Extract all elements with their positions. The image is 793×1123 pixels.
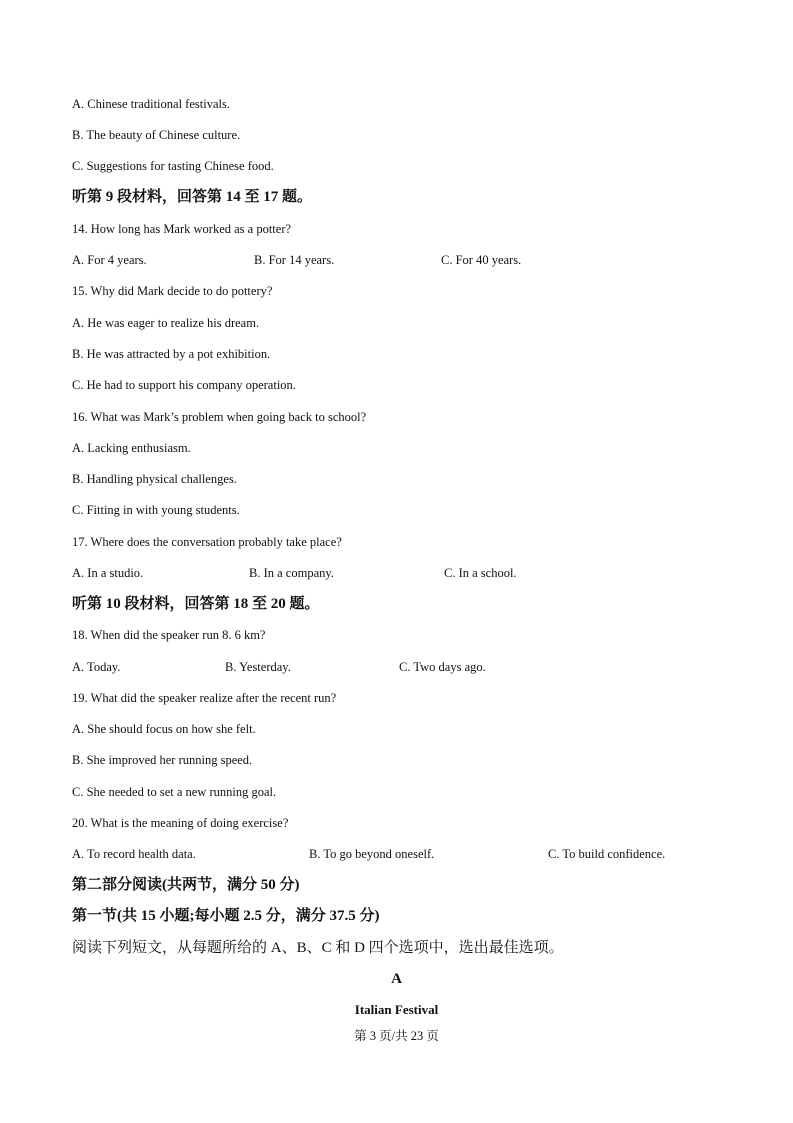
question-17: 17. Where does the conversation probably take place?	[72, 535, 342, 549]
question-14: 14. How long has Mark worked as a potter?	[72, 222, 292, 236]
option-line: A. Chinese traditional festivals.	[72, 97, 230, 111]
q15-option-c: C. He had to support his company operation.	[72, 378, 296, 392]
passage-letter: A	[391, 971, 402, 987]
q17-option-c: C. In a school.	[444, 566, 517, 580]
q20-option-b: B. To go beyond oneself.	[309, 847, 435, 861]
page-number-footer: 第 3 页/共 23 页	[354, 1029, 439, 1043]
question-20: 20. What is the meaning of doing exercise?	[72, 816, 289, 830]
question-18: 18. When did the speaker run 8. 6 km?	[72, 628, 266, 642]
section-9-heading: 听第 9 段材料，回答第 14 至 17 题。	[72, 189, 313, 205]
option-line: C. Suggestions for tasting Chinese food.	[72, 159, 274, 173]
q16-option-c: C. Fitting in with young students.	[72, 503, 240, 517]
subsection-1-heading: 第一节(共 15 小题;每小题 2.5 分，满分 37.5 分)	[72, 908, 380, 924]
q20-option-a: A. To record health data.	[72, 847, 196, 861]
q16-option-b: B. Handling physical challenges.	[72, 472, 237, 486]
q14-option-a: A. For 4 years.	[72, 253, 147, 267]
q15-option-b: B. He was attracted by a pot exhibition.	[72, 347, 271, 361]
q18-option-b: B. Yesterday.	[225, 660, 291, 674]
q14-option-c: C. For 40 years.	[441, 253, 522, 267]
option-line: B. The beauty of Chinese culture.	[72, 128, 241, 142]
passage-title: Italian Festival	[354, 1002, 439, 1017]
q15-option-a: A. He was eager to realize his dream.	[72, 316, 260, 330]
question-19: 19. What did the speaker realize after the recent run?	[72, 691, 337, 705]
reading-instruction: 阅读下列短文，从每题所给的 A、B、C 和 D 四个选项中，选出最佳选项。	[72, 940, 564, 956]
q20-option-c: C. To build confidence.	[548, 847, 666, 861]
question-15: 15. Why did Mark decide to do pottery?	[72, 284, 273, 298]
q17-option-b: B. In a company.	[249, 566, 334, 580]
q14-option-b: B. For 14 years.	[254, 253, 335, 267]
q16-option-a: A. Lacking enthusiasm.	[72, 441, 191, 455]
q17-option-a: A. In a studio.	[72, 566, 144, 580]
question-16: 16. What was Mark’s problem when going back to school?	[72, 410, 367, 424]
section-10-heading: 听第 10 段材料，回答第 18 至 20 题。	[72, 596, 320, 612]
q19-option-c: C. She needed to set a new running goal.	[72, 785, 277, 799]
q19-option-b: B. She improved her running speed.	[72, 753, 253, 767]
q19-option-a: A. She should focus on how she felt.	[72, 722, 256, 736]
q18-option-c: C. Two days ago.	[399, 660, 486, 674]
q18-option-a: A. Today.	[72, 660, 121, 674]
part-2-heading: 第二部分阅读(共两节，满分 50 分)	[72, 877, 300, 893]
